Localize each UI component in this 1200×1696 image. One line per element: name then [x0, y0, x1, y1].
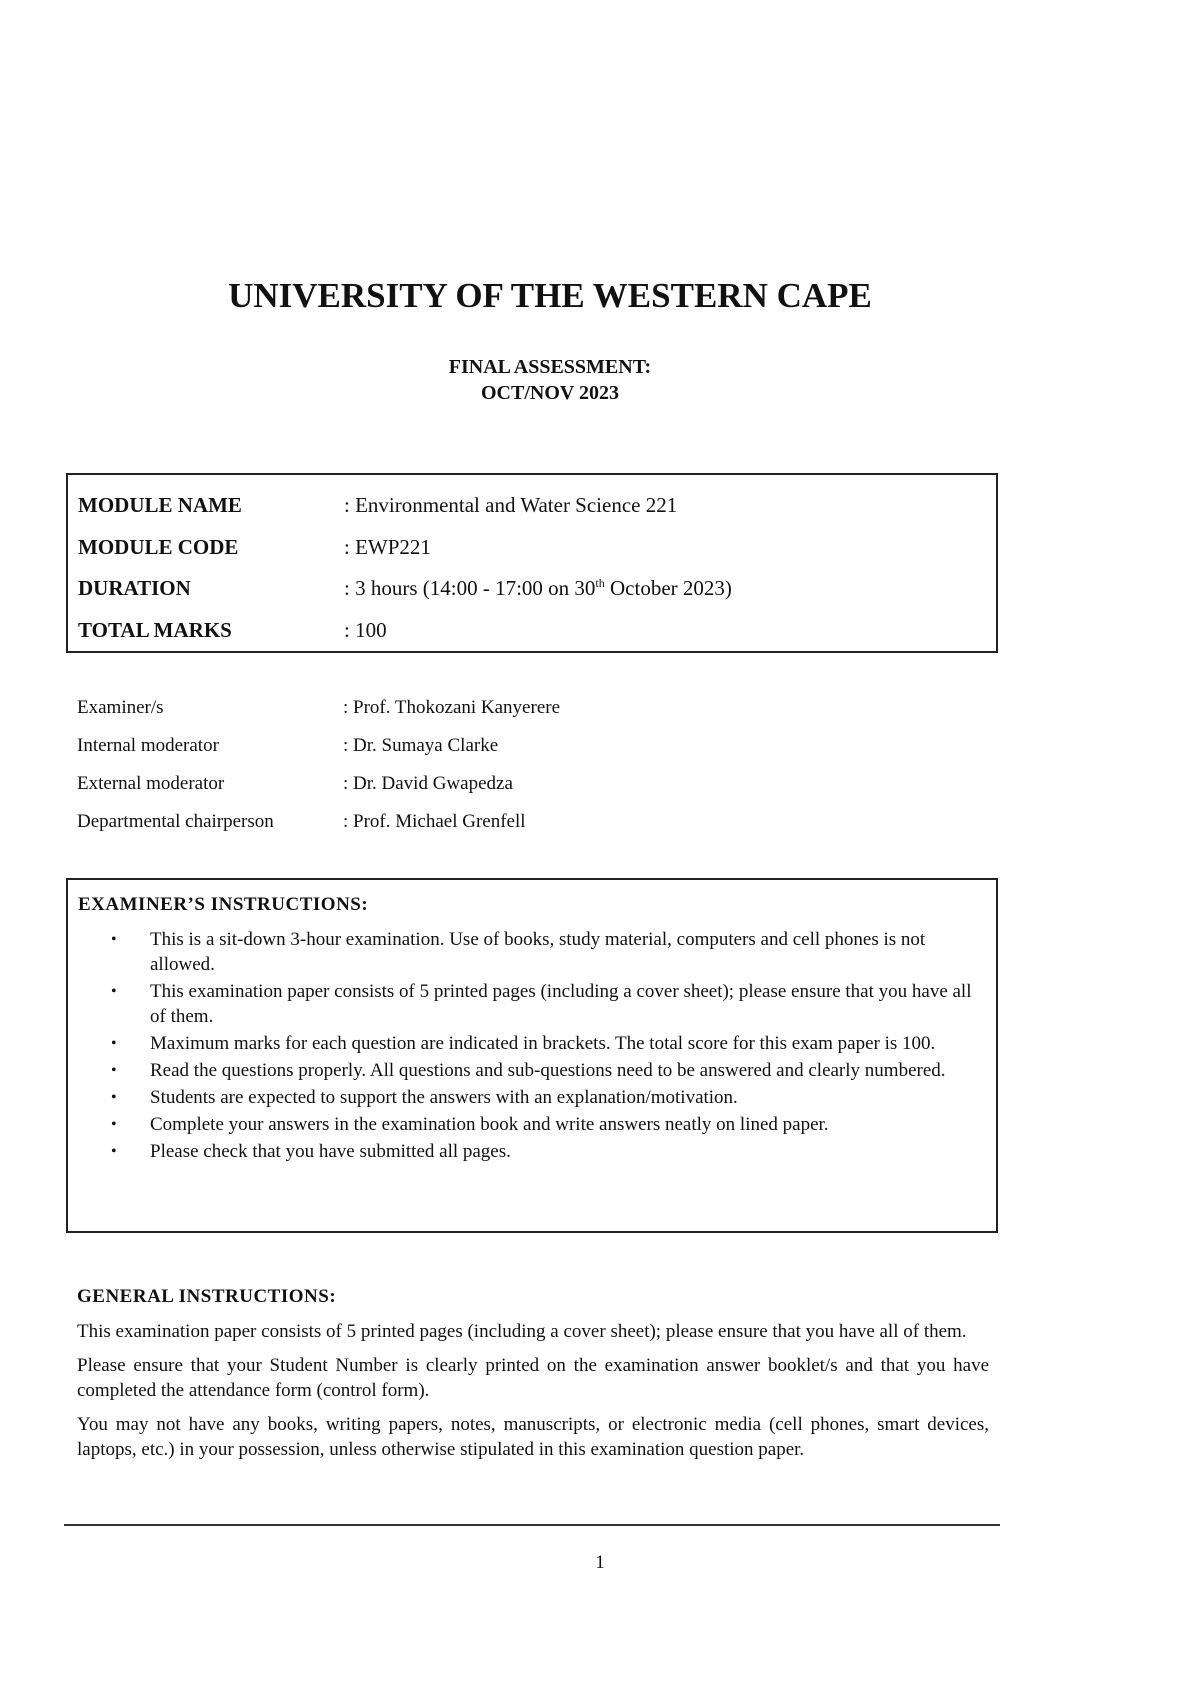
bullet-icon: • — [111, 1062, 117, 1079]
duration-value-text-end: October 2023) — [604, 576, 732, 600]
instruction-text: Complete your answers in the examination book and write answers neatly on lined paper. — [150, 1114, 829, 1135]
general-instructions-heading: GENERAL INSTRUCTIONS: — [77, 1286, 337, 1307]
list-item — [78, 927, 986, 977]
module-code-value: : EWP221 — [344, 535, 431, 559]
instruction-text: This examination paper consists of 5 printed pages (including a cover sheet); please ensure that you have all of them. — [150, 981, 972, 1027]
assessment-type: FINAL ASSESSMENT: — [448, 356, 652, 378]
staff-person: : Dr. David Gwapedza — [343, 773, 513, 794]
staff-role: Internal moderator — [77, 735, 219, 756]
general-instructions-section — [77, 1286, 989, 1471]
page-title: UNIVERSITY OF THE WESTERN CAPE — [228, 276, 872, 315]
examiner-instructions-list — [78, 927, 986, 1164]
module-name-value: : Environmental and Water Science 221 — [344, 493, 678, 517]
list-item — [78, 1139, 986, 1164]
general-instruction-paragraph: This examination paper consists of 5 printed pages (including a cover sheet); please ensure that you have all of them. — [77, 1321, 967, 1342]
staff-person: : Prof. Thokozani Kanyerere — [343, 697, 561, 718]
instruction-text: This is a sit-down 3-hour examination. Use of books, study material, computers and cell phones is not allowed. — [150, 929, 926, 975]
instruction-text: Maximum marks for each question are indicated in brackets. The total score for this exam paper is 100. — [150, 1033, 936, 1054]
ordinal-suffix: th — [595, 576, 605, 590]
examiner-instructions-box — [66, 878, 998, 1233]
assessment-period: OCT/NOV 2023 — [481, 382, 619, 404]
bullet-icon: • — [111, 1089, 117, 1106]
examiner-instructions-heading: EXAMINER’S INSTRUCTIONS: — [78, 894, 369, 915]
general-instruction-paragraph: You may not have any books, writing papers, notes, manuscripts, or electronic media (cell phones, smart devices, laptops, etc.) in your possession, unless otherwise stipulated in this examination question paper. — [77, 1414, 989, 1460]
general-instruction-paragraph: Please ensure that your Student Number is clearly printed on the examination answer booklet/s and that you have completed the attendance form (control form). — [77, 1355, 989, 1401]
staff-person: : Prof. Michael Grenfell — [343, 811, 526, 832]
list-item — [78, 979, 986, 1029]
bullet-icon: • — [111, 983, 117, 1000]
duration-value — [344, 574, 732, 602]
list-item — [78, 1112, 986, 1137]
page-number: 1 — [595, 1552, 605, 1573]
assessment-subtitle — [0, 354, 1100, 406]
staff-role: External moderator — [77, 773, 225, 794]
duration-value-text: : 3 hours (14:00 - 17:00 on 30 — [344, 576, 596, 600]
list-item — [78, 1058, 986, 1083]
module-name-label: MODULE NAME — [78, 493, 242, 517]
bullet-icon: • — [111, 1116, 117, 1133]
bullet-icon: • — [111, 1143, 117, 1160]
duration-label: DURATION — [78, 576, 191, 600]
instruction-text: Please check that you have submitted all pages. — [150, 1141, 511, 1162]
module-code-label: MODULE CODE — [78, 535, 239, 559]
bullet-icon: • — [111, 1035, 117, 1052]
instruction-text: Students are expected to support the answers with an explanation/motivation. — [150, 1087, 738, 1108]
footer-divider — [64, 1524, 1000, 1526]
staff-person: : Dr. Sumaya Clarke — [343, 735, 499, 756]
list-item — [78, 1031, 986, 1056]
total-marks-value: : 100 — [344, 618, 387, 642]
staff-role: Departmental chairperson — [77, 811, 274, 832]
staff-role: Examiner/s — [77, 697, 164, 718]
list-item — [78, 1085, 986, 1110]
total-marks-label: TOTAL MARKS — [78, 618, 232, 642]
instruction-text: Read the questions properly. All questions and sub-questions need to be answered and clearly numbered. — [150, 1060, 946, 1081]
module-info-box — [66, 473, 998, 653]
bullet-icon: • — [111, 931, 117, 948]
